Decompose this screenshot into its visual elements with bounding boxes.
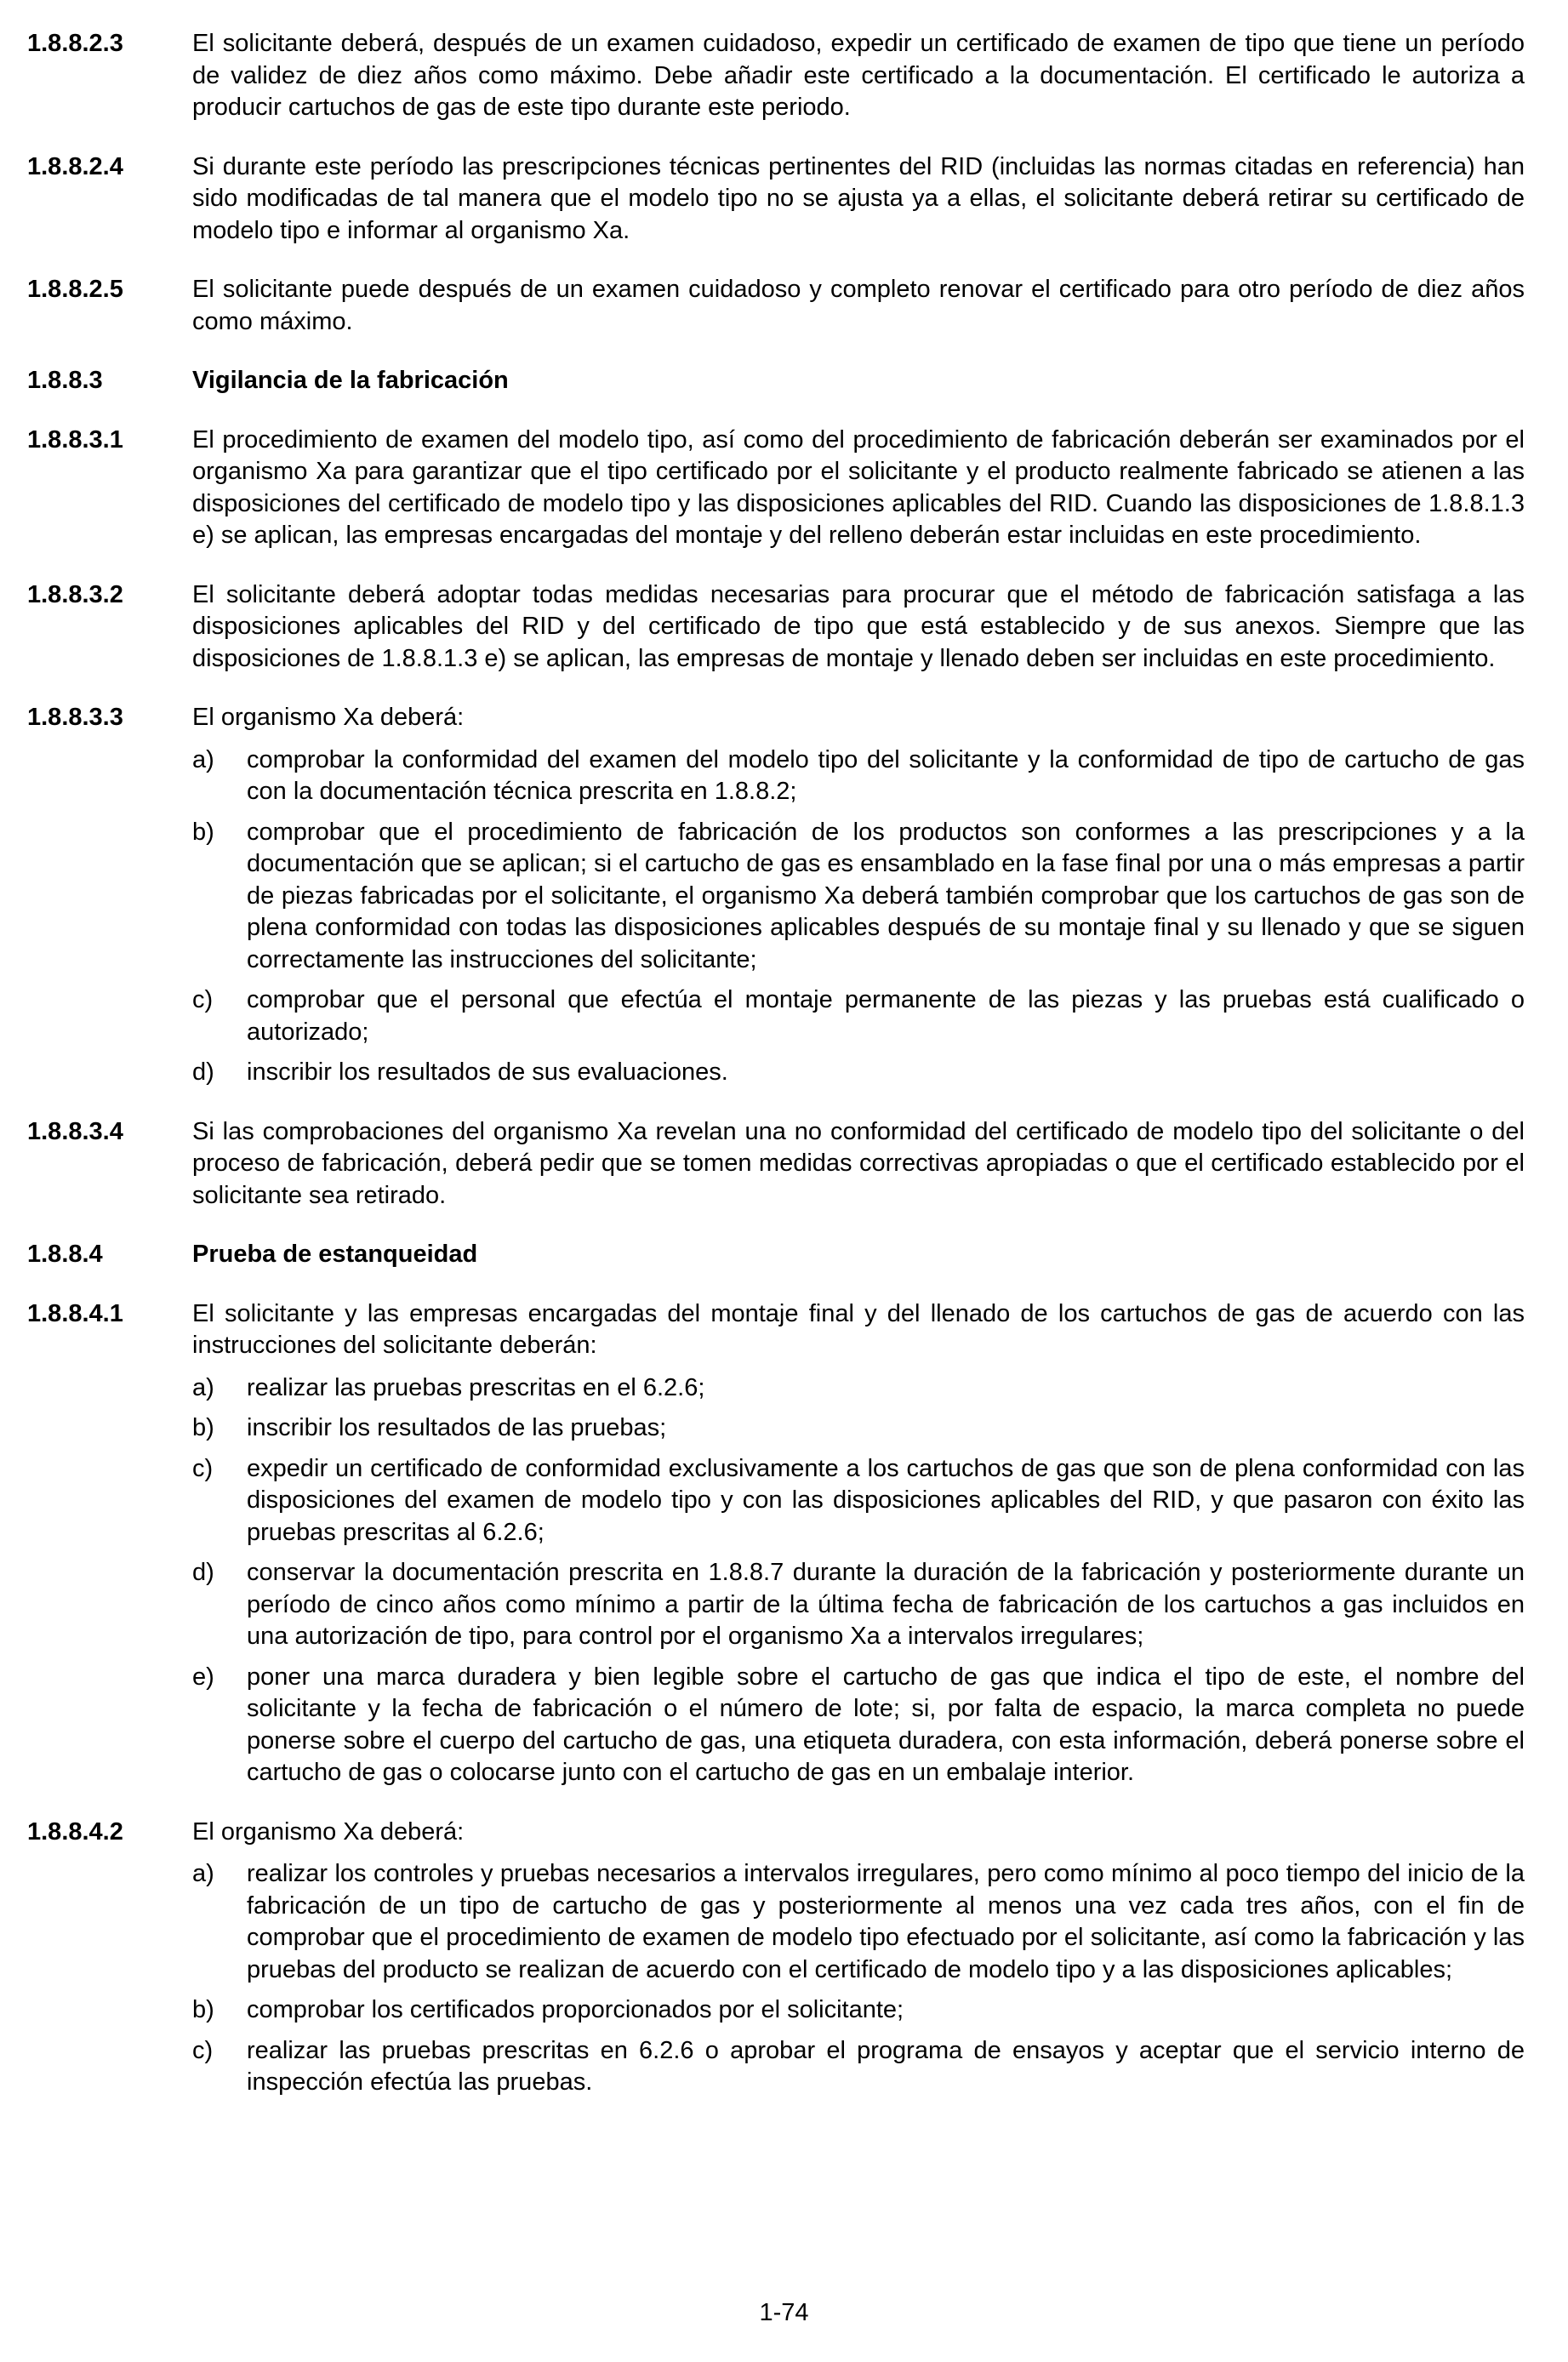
item-text: poner una marca duradera y bien legible sobre el cartucho de gas que indica el tipo de este, el nombre del solicitante y la fecha de fabricación o el número de lote; si, por falta de espacio, la marca completa no puede ponerse sobre el cuerpo del cartucho de gas, una etiqueta duradera, con esta información, deberá ponerse sobre el cartucho de gas o colocarse junto con el cartucho de gas en un embalaje interior.: [247, 1663, 1525, 1786]
section-text: El solicitante deberá, después de un examen cuidadoso, expedir un certificado de examen de tipo que tiene un período de validez de diez años como máximo. Debe añadir este certificado a la documentación. El certificado le autoriza a producir cartuchos de gas de este tipo durante este periodo.: [192, 30, 1525, 121]
item-letter: a): [192, 1860, 214, 1887]
section-number: 1.8.8.3.1: [27, 425, 123, 454]
item-text: conservar la documentación prescrita en 1.8.8.7 durante la duración de la fabricación y posteriormente durante un período de cinco años como mínimo a partir de la última fecha de fabricación de los cartuchos a gas incluidos en una autorización de tipo, para control por el organismo Xa a intervalos irregulares;: [247, 1559, 1525, 1650]
item-text: comprobar que el procedimiento de fabricación de los productos son conformes a las prescripciones y a la documentación que se aplican; si el cartucho de gas es ensamblado en la fase final por una o más empresas a partir de piezas fabricadas por el solicitante, el organismo Xa deberá también comprobar que los cartuchos de gas son de plena conformidad con todas las disposiciones aplicables después de su montaje final y su llenado y que se siguen correctamente las instrucciones del solicitante;: [247, 818, 1525, 973]
item-letter: d): [192, 1559, 214, 1586]
section-number: 1.8.8.2.3: [27, 30, 123, 57]
section-1-8-8-3-2: [27, 579, 1525, 676]
item-letter: b): [192, 818, 214, 846]
section-1-8-8-2-4: [27, 151, 1525, 248]
list-item: [192, 2035, 1525, 2099]
item-letter: e): [192, 1663, 214, 1691]
section-text: El solicitante deberá adoptar todas medidas necesarias para procurar que el método de fabricación satisfaga a las disposiciones aplicables del RID y del certificado de tipo que está establecido y de sus anexos. Siempre que las disposiciones de 1.8.8.1.3 e) se aplican, las empresas de montaje y llenado deben ser incluidas en este procedimiento.: [192, 580, 1525, 672]
list-item: [192, 1412, 1525, 1445]
section-text: El organismo Xa deberá:: [192, 704, 465, 731]
item-letter: c): [192, 986, 214, 1013]
item-letter: a): [192, 1373, 214, 1401]
section-1-8-8-2-5: [27, 274, 1525, 338]
item-letter: b): [192, 1996, 214, 2023]
section-number: 1.8.8.3.2: [27, 580, 123, 608]
section-number: 1.8.8.3: [27, 367, 103, 394]
list-item: [192, 817, 1525, 977]
section-1-8-8-4-1: [27, 1298, 1525, 1789]
item-list: [192, 745, 1525, 1089]
item-text: inscribir los resultados de las pruebas;: [247, 1414, 667, 1441]
section-text: El organismo Xa deberá:: [192, 1817, 465, 1846]
list-item: [192, 984, 1525, 1048]
item-letter: c): [192, 2036, 214, 2064]
section-text: Si las comprobaciones del organismo Xa revelan una no conformidad del certificado de modelo tipo del solicitante o del proceso de fabricación, deberá pedir que se tomen medidas correctivas apropiadas o que el certificado establecido por el solicitante sea retirado.: [192, 1117, 1525, 1209]
section-1-8-8-2-3: [27, 28, 1525, 124]
list-item: [192, 1994, 1525, 2027]
section-1-8-8-3: [27, 365, 1525, 397]
item-list: [192, 1858, 1525, 2099]
section-1-8-8-3-3: [27, 702, 1525, 1089]
section-1-8-8-3-4: [27, 1116, 1525, 1212]
list-item: [192, 1057, 1525, 1089]
item-text: realizar las pruebas prescritas en 6.2.6 o aprobar el programa de ensayos y aceptar que el servicio interno de inspección efectúa las pruebas.: [247, 2036, 1525, 2096]
section-number: 1.8.8.2.4: [27, 152, 123, 180]
item-text: comprobar la conformidad del examen del modelo tipo del solicitante y la conformidad de tipo de cartucho de gas con la documentación técnica prescrita en 1.8.8.2;: [247, 745, 1525, 805]
item-text: comprobar que el personal que efectúa el montaje permanente de las piezas y las pruebas está cualificado o autorizado;: [247, 986, 1525, 1046]
item-letter: b): [192, 1414, 214, 1441]
item-text: realizar los controles y pruebas necesarios a intervalos irregulares, pero como mínimo al poco tiempo del inicio de la fabricación de un tipo de cartucho de gas y posteriormente al menos una vez cada tres años, con el fin de comprobar que el procedimiento de examen de modelo tipo efectuado por el solicitante, así como la fabricación y las pruebas del producto se realizan de acuerdo con el certificado de modelo tipo y a las disposiciones aplicables;: [247, 1860, 1525, 1983]
item-letter: d): [192, 1058, 214, 1086]
document-page: [27, 28, 1525, 2126]
section-text: El solicitante puede después de un examen cuidadoso y completo renovar el certificado para otro período de diez años como máximo.: [192, 276, 1525, 335]
section-text: El procedimiento de examen del modelo tipo, así como del procedimiento de fabricación deberán ser examinados por el organismo Xa para garantizar que el tipo certificado por el solicitante y el producto realmente fabricado se atienen a las disposiciones del certificado de modelo tipo y las disposiciones aplicables del RID. Cuando las disposiciones de 1.8.8.1.3 e) se aplican, las empresas encargadas del montaje y del relleno deberán estar incluidas en este procedimiento.: [192, 425, 1525, 549]
item-text: inscribir los resultados de sus evaluaciones.: [247, 1058, 728, 1086]
section-heading: Prueba de estanqueidad: [192, 1241, 478, 1268]
item-list: [192, 1372, 1525, 1789]
section-1-8-8-4: [27, 1239, 1525, 1271]
list-item: [192, 1662, 1525, 1789]
item-text: expedir un certificado de conformidad exclusivamente a los cartuchos de gas que son de plena conformidad con las disposiciones del examen de modelo tipo y con las disposiciones aplicables del RID, y que pasaron con éxito las pruebas prescritas al 6.2.6;: [247, 1454, 1525, 1546]
section-number: 1.8.8.4: [27, 1241, 103, 1268]
list-item: [192, 1557, 1525, 1653]
section-heading: Vigilancia de la fabricación: [192, 367, 509, 394]
page-number: 1-74: [759, 2299, 809, 2326]
item-letter: c): [192, 1454, 214, 1482]
section-number: 1.8.8.4.2: [27, 1817, 123, 1846]
section-number: 1.8.8.2.5: [27, 276, 123, 303]
section-1-8-8-3-1: [27, 425, 1525, 552]
section-number: 1.8.8.3.3: [27, 704, 123, 731]
item-text: realizar las pruebas prescritas en el 6.2.6;: [247, 1373, 705, 1401]
section-text: El solicitante y las empresas encargadas del montaje final y del llenado de los cartuchos de gas de acuerdo con las instrucciones del solicitante deberán:: [192, 1299, 1525, 1359]
list-item: [192, 1372, 1525, 1405]
item-letter: a): [192, 745, 214, 773]
section-number: 1.8.8.3.4: [27, 1117, 123, 1145]
list-item: [192, 1858, 1525, 1986]
list-item: [192, 745, 1525, 808]
list-item: [192, 1453, 1525, 1549]
section-1-8-8-4-2: [27, 1817, 1525, 2099]
item-text: comprobar los certificados proporcionados por el solicitante;: [247, 1996, 904, 2023]
section-number: 1.8.8.4.1: [27, 1299, 123, 1327]
section-text: Si durante este período las prescripciones técnicas pertinentes del RID (incluidas las normas citadas en referencia) han sido modificadas de tal manera que el modelo tipo no se ajusta ya a ellas, el solicitante deberá retirar su certificado de modelo tipo e informar al organismo Xa.: [192, 152, 1525, 244]
